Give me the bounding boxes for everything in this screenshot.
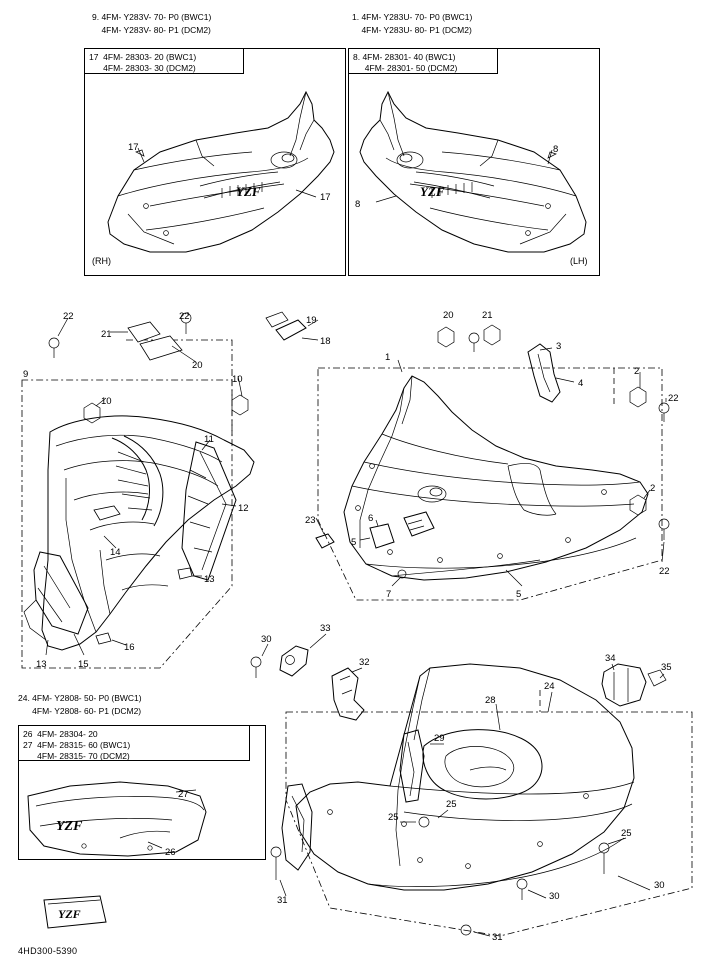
callout-5-b: 5 [516,589,522,600]
callout-33: 33 [320,623,331,634]
callout-13-a: 13 [204,574,215,585]
lower-panel-header-2: 4FM- Y2808- 60- P1 (DCM2) [18,706,142,716]
callout-22-b: 22 [179,311,190,322]
callout-17-a: 17 [128,142,139,153]
callout-3: 3 [556,341,562,352]
callout-10-b: 10 [101,396,112,407]
callout-30-b: 30 [654,880,665,891]
callout-25-a: 25 [446,799,457,810]
callout-12: 12 [238,503,249,514]
mid-left-assembly [22,312,318,668]
callout-5-a: 5 [351,537,357,548]
callout-16: 16 [124,642,135,653]
callout-23: 23 [305,515,316,526]
lower-panel-sub-1: 26 4FM- 28304- 20 [23,729,98,739]
callout-1: 1 [385,352,391,363]
callout-34: 34 [605,653,616,664]
callout-29: 29 [434,733,445,744]
callout-28: 28 [485,695,496,706]
top-right-subcode-2: 4FM- 28303- 30 (DCM2) [89,63,196,73]
callout-8-a: 8 [553,144,559,155]
top-left-panel-box [348,48,600,276]
svg-text:YZF: YZF [420,184,445,199]
callout-27: 27 [178,789,189,800]
svg-text:YZF: YZF [58,907,81,921]
callout-20-b: 20 [443,310,454,321]
callout-25-b: 25 [388,812,399,823]
callout-32: 32 [359,657,370,668]
callout-7: 7 [386,589,392,600]
callout-22-d: 22 [659,566,670,577]
callout-4: 4 [578,378,584,389]
lower-panel-sub-2: 27 4FM- 28315- 60 (BWC1) [23,740,131,750]
callout-6: 6 [368,513,374,524]
callout-22-c: 22 [668,393,679,404]
callout-21-a: 21 [101,329,112,340]
callout-22-a: 22 [63,311,74,322]
top-left-subcode-2: 4FM- 28301- 50 (DCM2) [353,63,458,73]
callout-26: 26 [165,847,176,858]
sheet-code: 4HD300-5390 [18,946,78,956]
callout-19: 19 [306,315,317,326]
callout-14: 14 [110,547,121,558]
callout-30-a: 30 [261,634,272,645]
callout-21-b: 21 [482,310,493,321]
svg-text:YZF: YZF [236,184,261,199]
callout-2-b: 2 [650,483,656,494]
top-left-header: 1. 4FM- Y283U- 70- P0 (BWC1) [352,12,473,22]
callout-30-c: 30 [549,891,560,902]
top-left-header-2: 4FM- Y283U- 80- P1 (DCM2) [352,25,472,35]
callout-24: 24 [544,681,555,692]
callout-8-b: 8 [355,199,361,210]
lower-panel-header: 24. 4FM- Y2808- 50- P0 (BWC1) [18,693,142,703]
callout-9: 9 [23,369,29,380]
top-left-subcode: 8. 4FM- 28301- 40 (BWC1) [353,52,456,62]
svg-text:YZF: YZF [56,819,83,834]
lower-panel-sub-3: 4FM- 28315- 70 (DCM2) [23,751,130,761]
callout-17-b: 17 [320,192,331,203]
top-right-panel-box [84,48,346,276]
callout-20-a: 20 [192,360,203,371]
callout-18: 18 [320,336,331,347]
callout-13-b: 13 [36,659,47,670]
top-right-header: 9. 4FM- Y283V- 70- P0 (BWC1) [92,12,212,22]
callout-15: 15 [78,659,89,670]
callout-25-c: 25 [621,828,632,839]
top-right-subcode: 17 4FM- 28303- 20 (BWC1) [89,52,197,62]
callout-35: 35 [661,662,672,673]
rh-label: (RH) [92,256,111,266]
callout-31-a: 31 [277,895,288,906]
lh-label: (LH) [570,256,588,266]
emblem-drawing [44,896,106,928]
callout-2-a: 2 [634,366,640,377]
callout-31-b: 31 [492,932,503,943]
bottom-assembly [251,634,692,936]
top-right-header-2: 4FM- Y283V- 80- P1 (DCM2) [92,25,211,35]
callout-10-a: 10 [232,374,243,385]
mid-right-assembly [316,325,669,600]
callout-11: 11 [204,434,214,445]
